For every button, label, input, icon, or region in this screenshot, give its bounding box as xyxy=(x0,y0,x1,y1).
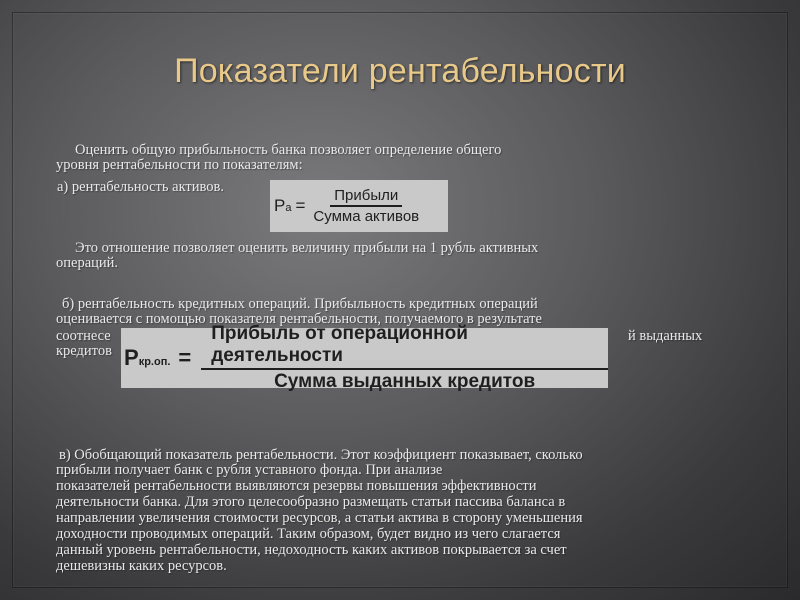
item-c-line-3: показателей рентабельности выявляются резервы повышения эффективности xyxy=(56,478,537,494)
return-on-assets-formula xyxy=(270,180,448,232)
para2-line-2: операций. xyxy=(56,255,119,271)
intro-line-1: Оценить общую прибыльность банка позволяет определение общего xyxy=(75,142,502,158)
para2-line-1: Это отношение позволяет оценить величину прибыли на 1 рубль активных xyxy=(75,240,539,256)
item-c-line-8: дешевизны каких ресурсов. xyxy=(56,558,227,574)
item-c-line-7: данный уровень рентабельности, недоходность каких активов покрывается за счет xyxy=(56,542,567,558)
item-a-text: а) рентабельность активов. xyxy=(57,179,224,195)
formula-denominator: Сумма выданных кредитов xyxy=(274,371,536,392)
item-c-line-6: доходности проводимых операций. Таким образом, будет видно из чего слагается xyxy=(56,526,561,542)
item-b-line-2: оценивается с помощью показателя рентабельности, получаемого в результате xyxy=(56,311,542,327)
formula-denominator: Сумма активов xyxy=(313,208,420,225)
intro-line-2: уровня рентабельности по показателям: xyxy=(56,157,303,173)
item-b-line-1: б) рентабельность кредитных операций. Прибыльность кредитных операций xyxy=(62,296,538,312)
credit-operations-formula xyxy=(121,323,608,392)
formula-fraction xyxy=(309,187,423,225)
item-c-line-1: в) Обобщающий показатель рентабельности. Этот коэффициент показывает, сколько xyxy=(59,447,583,463)
item-c-line-2: прибыли получает банк с рубля уставного фонда. При анализе xyxy=(56,462,443,478)
formula-numerator: Прибыль от операционной деятельности xyxy=(201,323,608,370)
formula-symbol: P а xyxy=(274,196,292,215)
slide-title: Показатели рентабельности xyxy=(174,52,626,90)
formula-symbol: P кр.оп. xyxy=(124,345,171,370)
item-b-line-3-left: соотнесе xyxy=(56,328,111,344)
formula-fraction xyxy=(201,323,608,393)
formula-numerator: Прибыли xyxy=(330,187,402,207)
item-c-line-5: направлении увеличения стоимости ресурсов, а статьи актива в сторону уменьшения xyxy=(56,510,583,526)
item-c-line-4: деятельности банка. Для этого целесообразно размещать статьи пассива баланса в xyxy=(56,494,566,510)
item-b-line-3-right: й выданных xyxy=(628,328,703,344)
formula-equals: = xyxy=(295,196,306,215)
formula-equals: = xyxy=(178,345,192,370)
item-b-line-4-left: кредитов xyxy=(56,343,112,359)
